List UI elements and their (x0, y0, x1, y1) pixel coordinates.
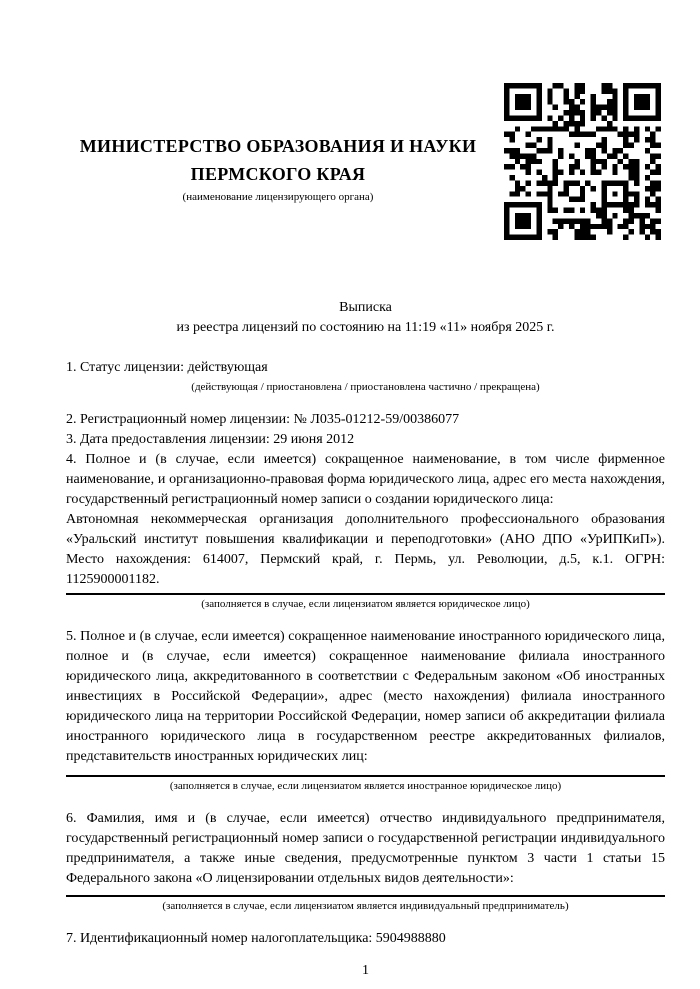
qr-code (504, 83, 661, 240)
item-4-underline (66, 593, 665, 595)
ministry-name-line1: МИНИСТЕРСТВО ОБРАЗОВАНИЯ И НАУКИ (79, 136, 477, 156)
page-number: 1 (362, 963, 369, 978)
licensing-authority-caption: (наименование лицензирующего органа) (182, 191, 374, 203)
item-3-license-grant-date: 3. Дата предоставления лицензии: 29 июня 2012 (66, 432, 355, 447)
document-body (66, 298, 665, 981)
item-5-foreign-entity-heading: 5. Полное и (в случае, если имеется) сокращенное наименование иностранного юридического лица, полное и (в случае, если имеется) сокращенное наименование филиала иностранного юридического лица, аккредитованного в соответствии с Федеральным законом «Об иностранных инвестициях в Российской Федерации», адрес (место нахождения) филиала иностранного юридического лица на территории Российской Федерации, номер записи об аккредитации филиала иностранного юридического лица в государственном реестре аккредитованных филиалов, представительств иностранных юридических лиц: (66, 629, 665, 764)
item-6-caption: (заполняется в случае, если лицензиатом является индивидуальный предприниматель) (162, 900, 569, 912)
item-2-registration-number: 2. Регистрационный номер лицензии: № Л035-01212-59/00386077 (66, 412, 460, 427)
item-6-individual-entrepreneur-heading: 6. Фамилия, имя и (в случае, если имеется) отчество индивидуального предпринимателя, государственный регистрационный номер записи о государственной регистрации индивидуального предпринимателя, а также иные сведения, предусмотренные пунктом 3 части 1 статьи 15 Федерального закона «О лицензировании отдельных видов деятельности»: (66, 811, 665, 886)
document-title (66, 298, 665, 338)
item-1-license-status: 1. Статус лицензии: действующая (66, 360, 268, 375)
item-1-status-options-caption: (действующая / приостановлена / приостановлена частично / прекращена) (191, 381, 540, 393)
item-4-legal-entity-value: Автономная некоммерческая организация дополнительного профессионального образования «Уральский институт повышения квалификации и переподготовки» (АНО ДПО «УрИПКиП»). Место нахождения: 614007, Пермский край, г. Пермь, ул. Революции, д.5, к.1. ОГРН: 1125900001182. (66, 512, 665, 587)
ministry-name-line2: ПЕРМСКОГО КРАЯ (190, 164, 366, 184)
item-5-caption: (заполняется в случае, если лицензиатом является иностранное юридическое лицо) (169, 780, 562, 792)
item-6-underline (66, 895, 665, 897)
qr-code-image (504, 83, 661, 240)
licensing-authority-header (66, 132, 490, 204)
item-4-legal-entity-heading: 4. Полное и (в случае, если имеется) сокращенное наименование, в том числе фирменное наименование, и организационно-правовая форма юридического лица, адрес его места нахождения, государственный регистрационный номер записи о создании юридического лица: (66, 452, 665, 507)
document-title-line1: Выписка (339, 300, 392, 315)
item-5-underline (66, 775, 665, 777)
document-title-line2: из реестра лицензий по состоянию на 11:19 «11» ноября 2025 г. (176, 320, 555, 335)
item-7-taxpayer-id: 7. Идентификационный номер налогоплательщика: 5904988880 (66, 931, 446, 946)
item-4-caption: (заполняется в случае, если лицензиатом является юридическое лицо) (201, 598, 530, 610)
